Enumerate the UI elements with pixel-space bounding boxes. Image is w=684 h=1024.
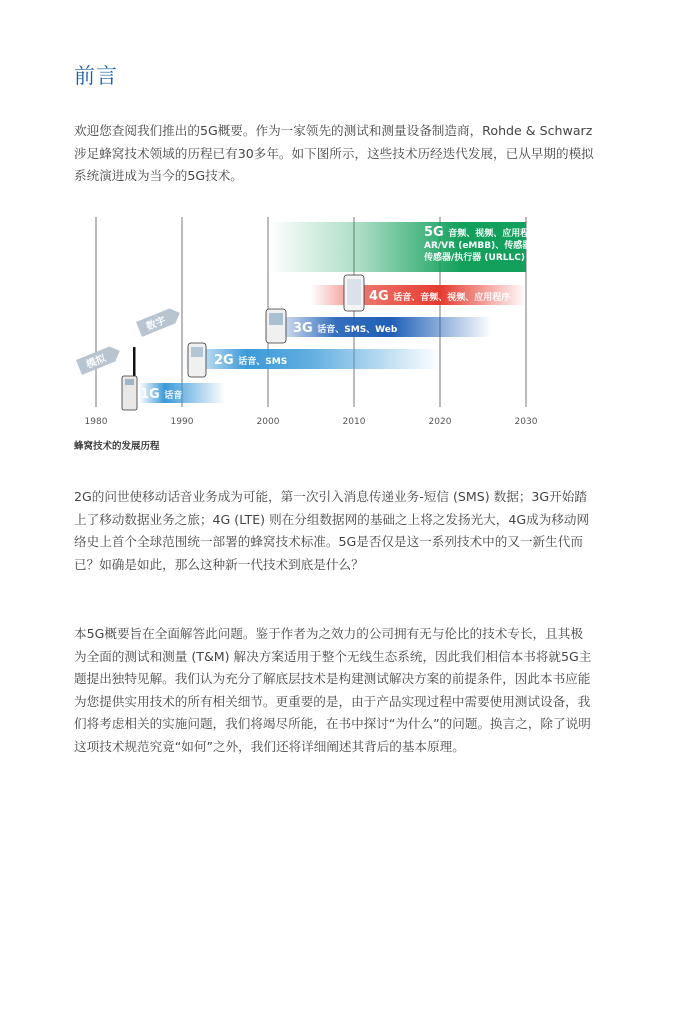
- phone-1g-screen: [125, 379, 134, 385]
- phase-arrow-digital: [136, 306, 183, 337]
- label-3g: 3G 话音、SMS、Web: [293, 321, 398, 336]
- phase-arrow-analog: [76, 344, 123, 375]
- phone-1g-antenna: [133, 347, 136, 379]
- phone-2g-screen: [191, 347, 203, 357]
- tick-label-2010: 2010: [342, 417, 366, 427]
- label-2g: 2G 话音、SMS: [214, 353, 288, 368]
- label-5g-line-1: AR/VR (eMBB)、传感器 (mMTC): [424, 241, 574, 251]
- page-title: 前言: [74, 64, 118, 88]
- label-1g: 1G 话音: [140, 387, 183, 402]
- tick-label-2020: 2020: [428, 417, 452, 427]
- body-paragraph-overview: 本5G概要旨在全面解答此问题。鉴于作者为之效力的公司拥有无与伦比的技术专长，且其极为全面的测试和测量 (T&M) 解决方案适用于整个无线生态系统，因此我们相信本书将就5G主题提出独特见解。我们认为充分了解底层技术是构建测试解决方案的前提条件，因此本书应能为您提供实用技术的所有相关细节。更重要的是，由于产品实现过程中需要使用测试设备，我们将考虑相关的实施问题，我们将竭尽所能，在书中探讨“为什么”的问题。换言之，除了说明这项技术规范究竟“如何”之外，我们还将详细阐述其背后的基本原理。: [74, 626, 592, 754]
- timeline-svg: [74, 212, 594, 432]
- phase-label-analog: 模拟: [84, 353, 108, 371]
- body-paragraph-2g-4g: 2G的问世使移动话音业务成为可能，第一次引入消息传递业务-短信 (SMS) 数据；3G开始踏上了移动数据业务之旅；4G (LTE) 则在分组数据网的基础之上将之发扬光大，4G成为移动网络史上首个全球范围统一部署的蜂窝技术标准。5G是否仅是这一系列技术中的又一新生代而已？如确是如此，那么这种新一代技术到底是什么？: [74, 489, 590, 572]
- figure-caption: 蜂窝技术的发展历程: [74, 441, 160, 452]
- tick-label-2030: 2030: [514, 417, 538, 427]
- tick-label-1990: 1990: [170, 417, 194, 427]
- label-5g-line-2: 传感器/执行器 (URLLC): [424, 253, 525, 263]
- phone-4g-screen: [347, 279, 361, 305]
- tick-label-1980: 1980: [84, 417, 108, 427]
- intro-paragraph: 欢迎您查阅我们推出的5G概要。作为一家领先的测试和测量设备制造商，Rohde & Schwarz涉足蜂窝技术领域的历程已有30多年。如下图所示，这些技术历经迭代发展，已从早期的模拟系统演进成为当今的5G技术。: [74, 123, 594, 183]
- phone-3g-screen: [269, 313, 283, 325]
- label-5g: 5G 音频、视频、应用程序、: [424, 225, 548, 240]
- tick-label-2000: 2000: [256, 417, 280, 427]
- label-4g: 4G 话音、音频、视频、应用程序: [369, 289, 511, 304]
- cellular-evolution-chart: [74, 212, 594, 452]
- phase-label-digital: 数字: [144, 315, 168, 333]
